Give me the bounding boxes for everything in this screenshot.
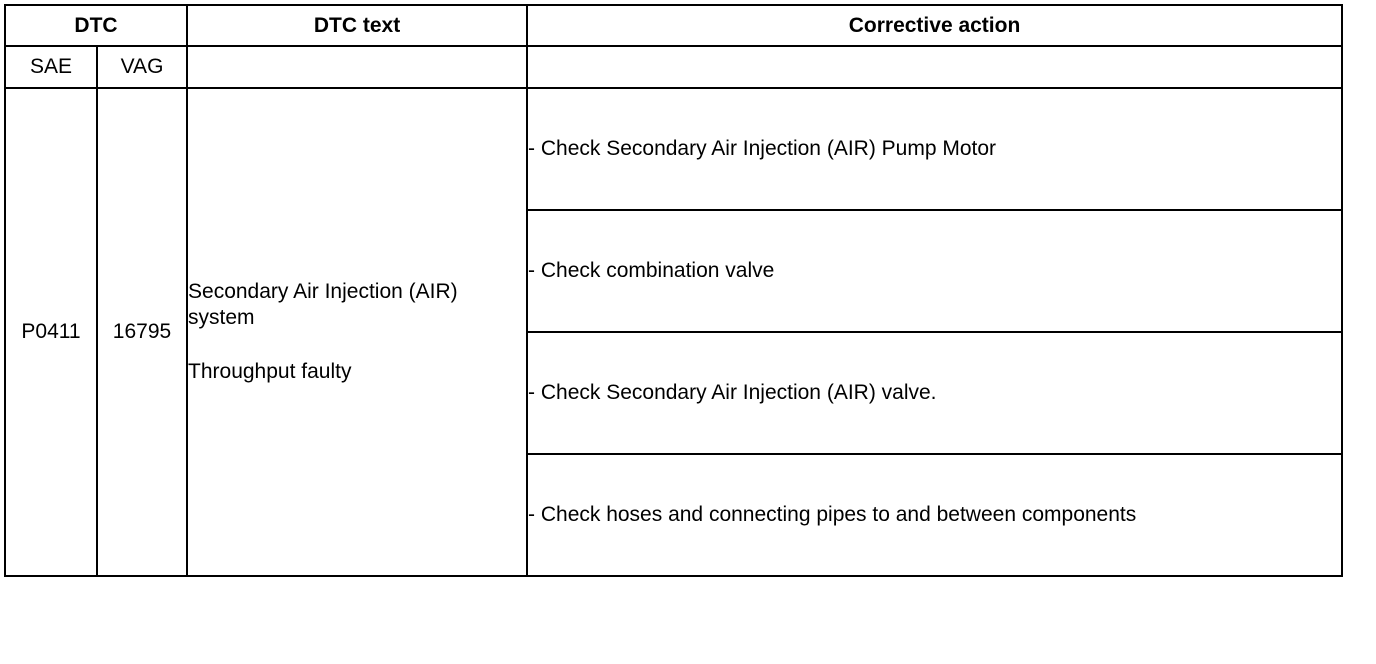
subheader-row [5, 46, 1342, 88]
header-corrective-action: Corrective action [527, 5, 1342, 46]
header-row [5, 5, 1342, 46]
dtc-table [4, 4, 1343, 577]
action-item: - Check hoses and connecting pipes to and between components [527, 454, 1342, 576]
subheader-action-empty [527, 46, 1342, 88]
cell-dtc-text [187, 88, 527, 576]
table-row [5, 88, 1342, 210]
action-item: - Check Secondary Air Injection (AIR) valve. [527, 332, 1342, 454]
action-item: - Check combination valve [527, 210, 1342, 332]
subheader-text-empty [187, 46, 527, 88]
action-item: - Check Secondary Air Injection (AIR) Pump Motor [527, 88, 1342, 210]
subheader-sae: SAE [5, 46, 97, 88]
cell-sae-code: P0411 [5, 88, 97, 576]
dtc-text-line2: Throughput faulty [188, 360, 352, 383]
header-dtc-text: DTC text [187, 5, 527, 46]
dtc-text-line1: Secondary Air Injection (AIR) system [188, 280, 458, 329]
header-dtc: DTC [5, 5, 187, 46]
subheader-vag: VAG [97, 46, 187, 88]
cell-vag-code: 16795 [97, 88, 187, 576]
